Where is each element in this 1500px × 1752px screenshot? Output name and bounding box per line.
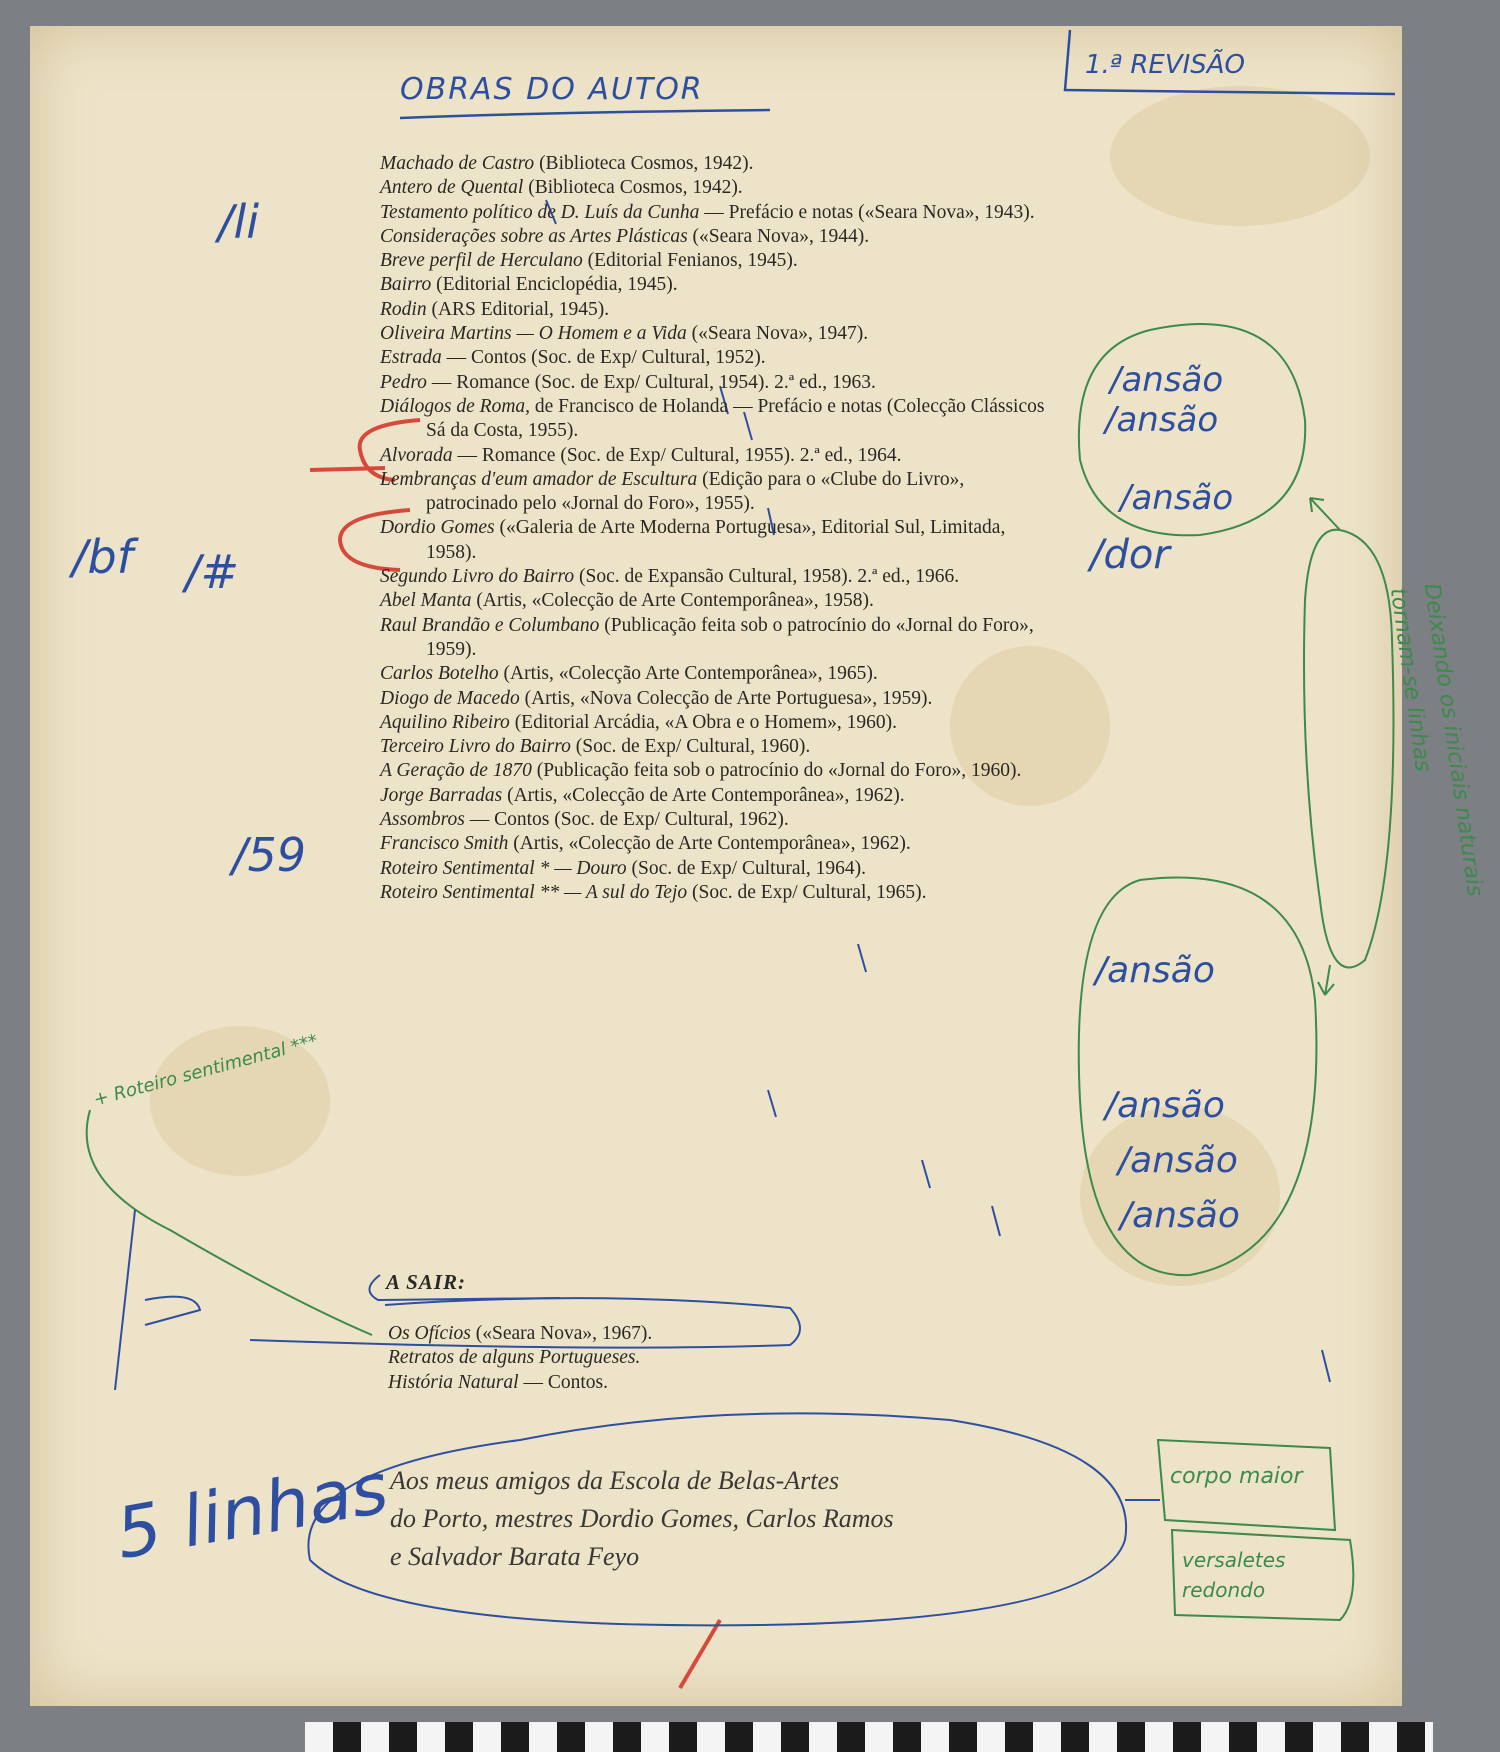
list-item: Assombros — Contos (Soc. de Exp/ Cultural, 1962). <box>380 809 789 831</box>
list-item: Estrada — Contos (Soc. de Exp/ Cultural, 1952). <box>380 347 766 369</box>
list-item: Carlos Botelho (Artis, «Colecção Arte Contemporânea», 1965). <box>380 663 878 685</box>
list-item: História Natural — Contos. <box>388 1371 608 1393</box>
dedication-line: Aos meus amigos da Escola de Belas-Artes <box>390 1466 840 1495</box>
list-item: Aquilino Ribeiro (Editorial Arcádia, «A Obra e o Homem», 1960). <box>380 711 898 733</box>
list-item: Testamento político de D. Luís da Cunha — Prefácio e notas («Seara Nova», 1943). <box>380 201 1035 223</box>
list-item: Bairro (Editorial Enciclopédia, 1945). <box>380 274 678 296</box>
list-item: Dordio Gomes («Galeria de Arte Moderna Portuguesa», Editorial Sul, Limitada, 1958). <box>380 517 1006 563</box>
list-item: Os Ofícios («Seara Nova», 1967). <box>388 1323 653 1344</box>
green-note-roteiro: + Roteiro sentimental *** <box>91 1030 321 1111</box>
slash-8 <box>992 1206 1000 1236</box>
margin-ansao-5: /ansão <box>1105 1085 1225 1126</box>
margin-ansao-1: /ansão <box>1110 360 1224 400</box>
margin-note-5-linhas: 5 linhas <box>109 1446 394 1576</box>
list-item: Abel Manta (Artis, «Colecção de Arte Contemporânea», 1958). <box>380 590 874 612</box>
handwritten-revision: 1.ª REVISÃO <box>1085 50 1246 80</box>
red-tick-bottom <box>680 1620 720 1688</box>
forthcoming-list <box>388 1322 652 1395</box>
margin-ansao-2: /ansão <box>1105 400 1219 440</box>
slash-5 <box>858 944 866 972</box>
list-item: Francisco Smith (Artis, «Colecção de Arte Contemporânea», 1962). <box>380 833 911 855</box>
list-item: Terceiro Livro do Bairro (Soc. de Exp/ Cultural, 1960). <box>380 736 811 758</box>
list-item: Rodin (ARS Editorial, 1945). <box>380 298 610 320</box>
title-underline <box>400 110 770 118</box>
list-item: Jorge Barradas (Artis, «Colecção de Arte Contemporânea», 1962). <box>380 784 905 806</box>
slash-7 <box>922 1160 930 1188</box>
list-item: Breve perfil de Herculano (Editorial Fenianos, 1945). <box>380 250 798 272</box>
green-note-corpo-maior: corpo maior <box>1170 1464 1303 1489</box>
green-note-vertical: Deixando os iniciais naturais tornam-se linhas <box>1384 581 1488 898</box>
list-item: Roteiro Sentimental * — Douro (Soc. de Exp/ Cultural, 1964). <box>380 857 867 879</box>
green-arrow-up <box>1310 498 1340 530</box>
list-item: Machado de Castro (Biblioteca Cosmos, 1942). <box>380 153 754 174</box>
list-item: Diálogos de Roma, de Francisco de Holanda — Prefácio e notas (Colecção Clássicos Sá da Costa, 1955). <box>380 395 1045 442</box>
margin-ansao-4: /ansão <box>1095 950 1215 991</box>
list-item: Diogo de Macedo (Artis, «Nova Colecção de Arte Portuguesa», 1959). <box>380 687 933 709</box>
list-item: Lembranças d'eum amador de Escultura (Edição para o «Clube do Livro», patrocinado pelo «Jornal do Foro», 1955). <box>380 468 965 515</box>
works-list <box>380 152 1045 905</box>
list-item: A Geração de 1870 (Publicação feita sob o patrocínio do «Jornal do Foro», 1960). <box>380 760 1022 782</box>
red-bracket-1-tick <box>310 468 385 470</box>
dedication-line: e Salvador Barata Feyo <box>390 1542 640 1571</box>
margin-ansao-3: /ansão <box>1120 478 1234 518</box>
slash-6 <box>768 1090 776 1117</box>
margin-note-hash: /# <box>185 545 240 599</box>
list-item: Antero de Quental (Biblioteca Cosmos, 1942). <box>380 177 743 199</box>
list-item: Pedro — Romance (Soc. de Exp/ Cultural, 1954). 2.ª ed., 1963. <box>380 371 876 393</box>
list-item: Segundo Livro do Bairro (Soc. de Expansão Cultural, 1958). 2.ª ed., 1966. <box>380 566 960 588</box>
list-item: Roteiro Sentimental ** — A sul do Tejo (Soc. de Exp/ Cultural, 1965). <box>380 881 927 903</box>
color-scale-bar <box>305 1722 1433 1752</box>
green-insertion-line <box>87 1110 372 1335</box>
dedication-line: do Porto, mestres Dordio Gomes, Carlos Ramos <box>390 1504 894 1533</box>
margin-note-li: /li <box>218 195 260 249</box>
handwritten-title: OBRAS DO AUTOR <box>400 72 704 107</box>
margin-note-59: /59 <box>232 828 307 882</box>
list-item: Considerações sobre as Artes Plásticas («Seara Nova», 1944). <box>380 225 870 247</box>
margin-dor: /dor <box>1090 532 1170 578</box>
margin-ansao-6: /ansão <box>1118 1140 1238 1181</box>
green-arrow-down <box>1318 965 1334 995</box>
green-note-versaletes: versaletes redondo <box>1182 1548 1286 1602</box>
margin-note-bf: /bf <box>72 530 133 584</box>
margin-ansao-7: /ansão <box>1120 1195 1240 1236</box>
blue-margin-mark <box>115 1210 200 1390</box>
list-item: Alvorada — Romance (Soc. de Exp/ Cultural, 1955). 2.ª ed., 1964. <box>380 444 902 466</box>
dedication <box>390 1462 894 1576</box>
forthcoming-heading: A SAIR: <box>386 1270 466 1294</box>
list-item: Oliveira Martins — O Homem e a Vida («Seara Nova», 1947). <box>380 323 869 345</box>
slash-9 <box>1322 1350 1330 1382</box>
list-item: Raul Brandão e Columbano (Publicação feita sob o patrocínio do «Jornal do Foro», 1959). <box>380 614 1034 660</box>
list-item: Retratos de alguns Portugueses. <box>388 1347 641 1369</box>
background-strip <box>0 1722 305 1752</box>
